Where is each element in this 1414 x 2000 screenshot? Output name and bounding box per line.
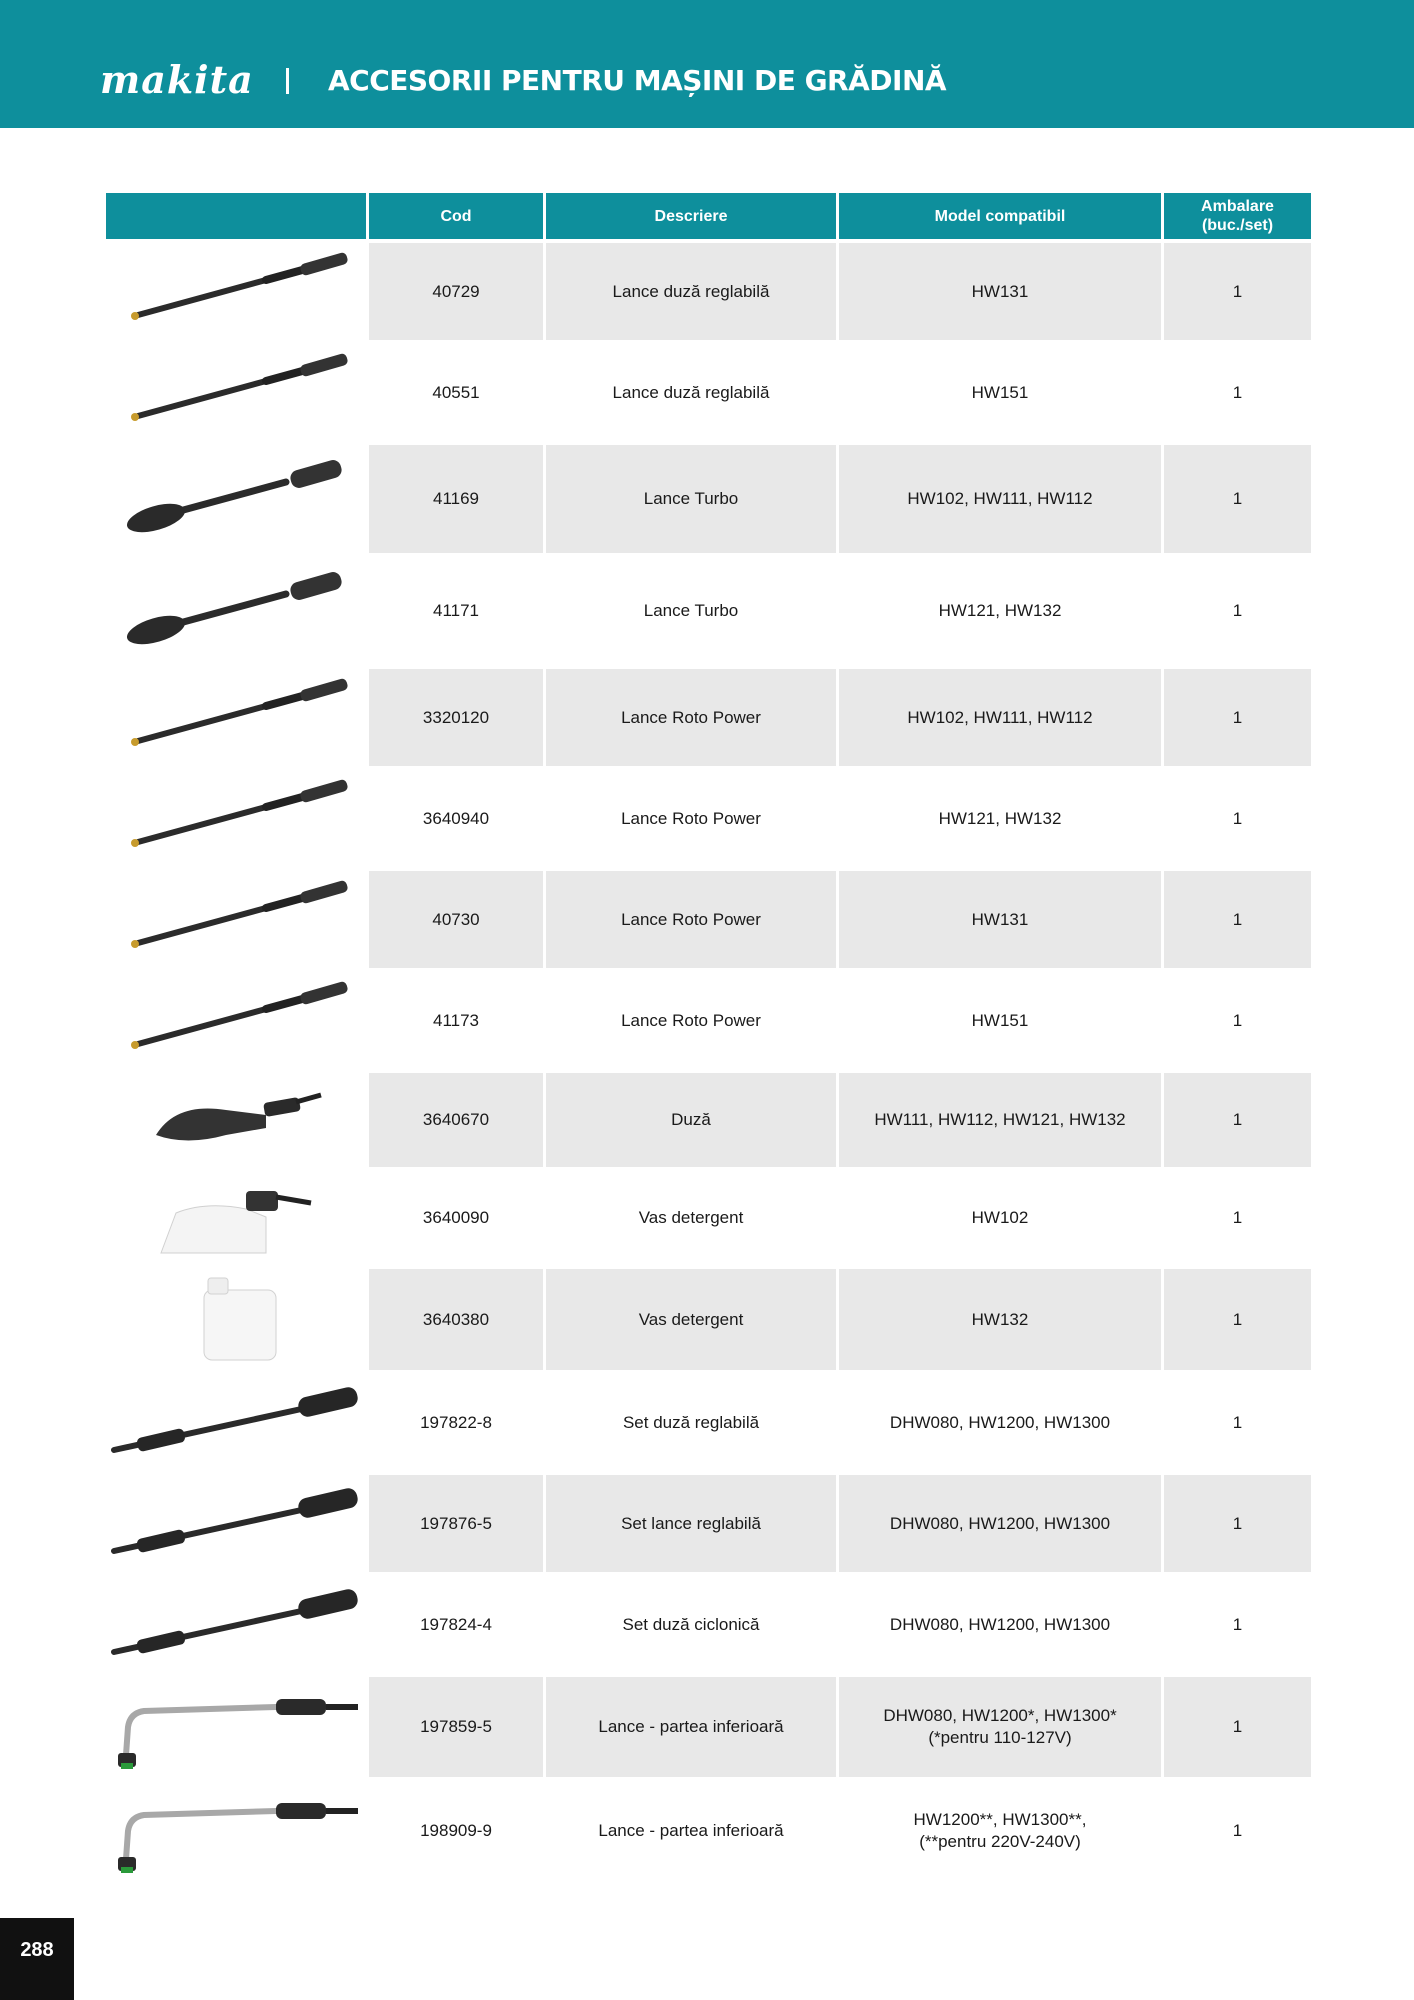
- nozzle-image: [106, 1069, 366, 1167]
- package-cell: 1: [1164, 239, 1311, 340]
- description-cell: Set duză ciclonică: [546, 1572, 836, 1673]
- model-cell: [839, 1370, 1161, 1471]
- foam-bottle-image: [106, 1167, 366, 1265]
- page-number: 288: [0, 1918, 74, 2000]
- description-cell: Set lance reglabilă: [546, 1471, 836, 1572]
- model-text: HW132: [971, 1309, 1029, 1329]
- description-cell: Lance Turbo: [546, 441, 836, 553]
- model-note: (*pentru 110-127V): [928, 1728, 1072, 1747]
- description-cell: Lance Turbo: [546, 553, 836, 665]
- model-text: HW111, HW112, HW121, HW132: [874, 1110, 1126, 1129]
- code-cell: 40551: [369, 340, 543, 441]
- code-cell: 40730: [369, 867, 543, 968]
- description-cell: Vas detergent: [546, 1167, 836, 1265]
- page-title: ACCESORII PENTRU MAȘINI DE GRĂDINĂ: [328, 64, 947, 97]
- package-cell: 1: [1164, 968, 1311, 1069]
- code-cell: 3640940: [369, 766, 543, 867]
- description-cell: Lance duză reglabilă: [546, 239, 836, 340]
- model-cell: [839, 1572, 1161, 1673]
- model-cell: [839, 1167, 1161, 1265]
- model-text: HW131: [971, 281, 1029, 301]
- table-row: [106, 239, 1311, 340]
- package-cell: 1: [1164, 1265, 1311, 1370]
- model-text: HW151: [971, 382, 1029, 402]
- code-cell: 197859-5: [369, 1673, 543, 1777]
- long-lance-image: [106, 1370, 366, 1471]
- description-cell: Vas detergent: [546, 1265, 836, 1370]
- table-row: [106, 441, 1311, 553]
- page-header: [0, 0, 1414, 128]
- code-cell: 197824-4: [369, 1572, 543, 1673]
- model-cell: [839, 1673, 1161, 1777]
- long-lance-image: [106, 1471, 366, 1572]
- accessories-table: [103, 193, 1314, 1881]
- model-cell: [839, 239, 1161, 340]
- description-cell: Lance Roto Power: [546, 968, 836, 1069]
- package-cell: 1: [1164, 1069, 1311, 1167]
- code-cell: 40729: [369, 239, 543, 340]
- code-cell: 197822-8: [369, 1370, 543, 1471]
- model-column-header: Model compatibil: [839, 193, 1161, 239]
- code-cell: 3320120: [369, 665, 543, 766]
- code-cell: 41169: [369, 441, 543, 553]
- straight-lance-image: [106, 867, 366, 968]
- model-text: DHW080, HW1200, HW1300: [889, 1412, 1111, 1432]
- package-cell: 1: [1164, 1673, 1311, 1777]
- straight-lance-image: [106, 766, 366, 867]
- package-cell: 1: [1164, 1167, 1311, 1265]
- table-header-row: [106, 193, 1311, 239]
- package-cell: 1: [1164, 340, 1311, 441]
- code-cell: 41171: [369, 553, 543, 665]
- straight-lance-image: [106, 340, 366, 441]
- table-row: [106, 1673, 1311, 1777]
- package-cell: 1: [1164, 1471, 1311, 1572]
- table-row: [106, 340, 1311, 441]
- detergent-tank-image: [106, 1265, 366, 1370]
- code-cell: 198909-9: [369, 1777, 543, 1881]
- straight-lance-image: [106, 239, 366, 340]
- package-cell: 1: [1164, 665, 1311, 766]
- description-cell: Lance Roto Power: [546, 867, 836, 968]
- model-text: DHW080, HW1200, HW1300: [889, 1614, 1111, 1634]
- table-row: [106, 553, 1311, 665]
- package-cell: 1: [1164, 1777, 1311, 1881]
- table-row: [106, 1471, 1311, 1572]
- table-row: [106, 1265, 1311, 1370]
- table-row: [106, 968, 1311, 1069]
- model-text: HW151: [971, 1010, 1029, 1030]
- model-cell: [839, 867, 1161, 968]
- image-column-header: [106, 193, 366, 239]
- model-text: HW1200**, HW1300**,: [913, 1810, 1087, 1829]
- long-lance-image: [106, 1572, 366, 1673]
- table-row: [106, 766, 1311, 867]
- description-column-header: Descriere: [546, 193, 836, 239]
- bent-lance-image: [106, 1673, 366, 1777]
- model-cell: [839, 441, 1161, 553]
- table-row: [106, 1167, 1311, 1265]
- model-text: DHW080, HW1200, HW1300: [889, 1513, 1111, 1533]
- code-cell: 3640090: [369, 1167, 543, 1265]
- bent-lance-image: [106, 1777, 366, 1881]
- table-row: [106, 1370, 1311, 1471]
- turbo-lance-image: [106, 441, 366, 553]
- model-text: HW102, HW111, HW112: [907, 707, 1093, 727]
- description-cell: Lance - partea inferioară: [546, 1673, 836, 1777]
- model-cell: [839, 968, 1161, 1069]
- table-row: [106, 665, 1311, 766]
- package-cell: 1: [1164, 766, 1311, 867]
- description-cell: Lance Roto Power: [546, 665, 836, 766]
- table-row: [106, 1069, 1311, 1167]
- description-cell: Lance duză reglabilă: [546, 340, 836, 441]
- straight-lance-image: [106, 968, 366, 1069]
- code-cell: 3640670: [369, 1069, 543, 1167]
- package-cell: 1: [1164, 867, 1311, 968]
- model-cell: [839, 340, 1161, 441]
- code-cell: 197876-5: [369, 1471, 543, 1572]
- model-cell: [839, 1471, 1161, 1572]
- code-column-header: Cod: [369, 193, 543, 239]
- table-row: [106, 1572, 1311, 1673]
- package-cell: 1: [1164, 1572, 1311, 1673]
- model-cell: [839, 1265, 1161, 1370]
- model-text: HW121, HW132: [938, 808, 1062, 828]
- code-cell: 41173: [369, 968, 543, 1069]
- model-text: HW131: [971, 909, 1029, 929]
- description-cell: Duză: [546, 1069, 836, 1167]
- package-cell: 1: [1164, 553, 1311, 665]
- table-row: [106, 867, 1311, 968]
- model-text: HW121, HW132: [938, 601, 1062, 620]
- model-text: HW102, HW111, HW112: [907, 489, 1093, 508]
- package-cell: 1: [1164, 441, 1311, 553]
- table-row: [106, 1777, 1311, 1881]
- description-cell: Lance Roto Power: [546, 766, 836, 867]
- model-text: DHW080, HW1200*, HW1300*: [883, 1706, 1117, 1725]
- header-separator: [286, 68, 289, 94]
- model-cell: [839, 766, 1161, 867]
- straight-lance-image: [106, 665, 366, 766]
- description-cell: Set duză reglabilă: [546, 1370, 836, 1471]
- model-text: HW102: [971, 1208, 1029, 1227]
- turbo-lance-image: [106, 553, 366, 665]
- package-cell: 1: [1164, 1370, 1311, 1471]
- description-cell: Lance - partea inferioară: [546, 1777, 836, 1881]
- model-cell: [839, 553, 1161, 665]
- model-cell: [839, 1777, 1161, 1881]
- model-cell: [839, 1069, 1161, 1167]
- model-cell: [839, 665, 1161, 766]
- brand-logo: makita: [100, 57, 254, 102]
- code-cell: 3640380: [369, 1265, 543, 1370]
- package-column-header: Ambalare (buc./set): [1164, 193, 1311, 239]
- model-note: (**pentru 220V-240V): [919, 1832, 1081, 1851]
